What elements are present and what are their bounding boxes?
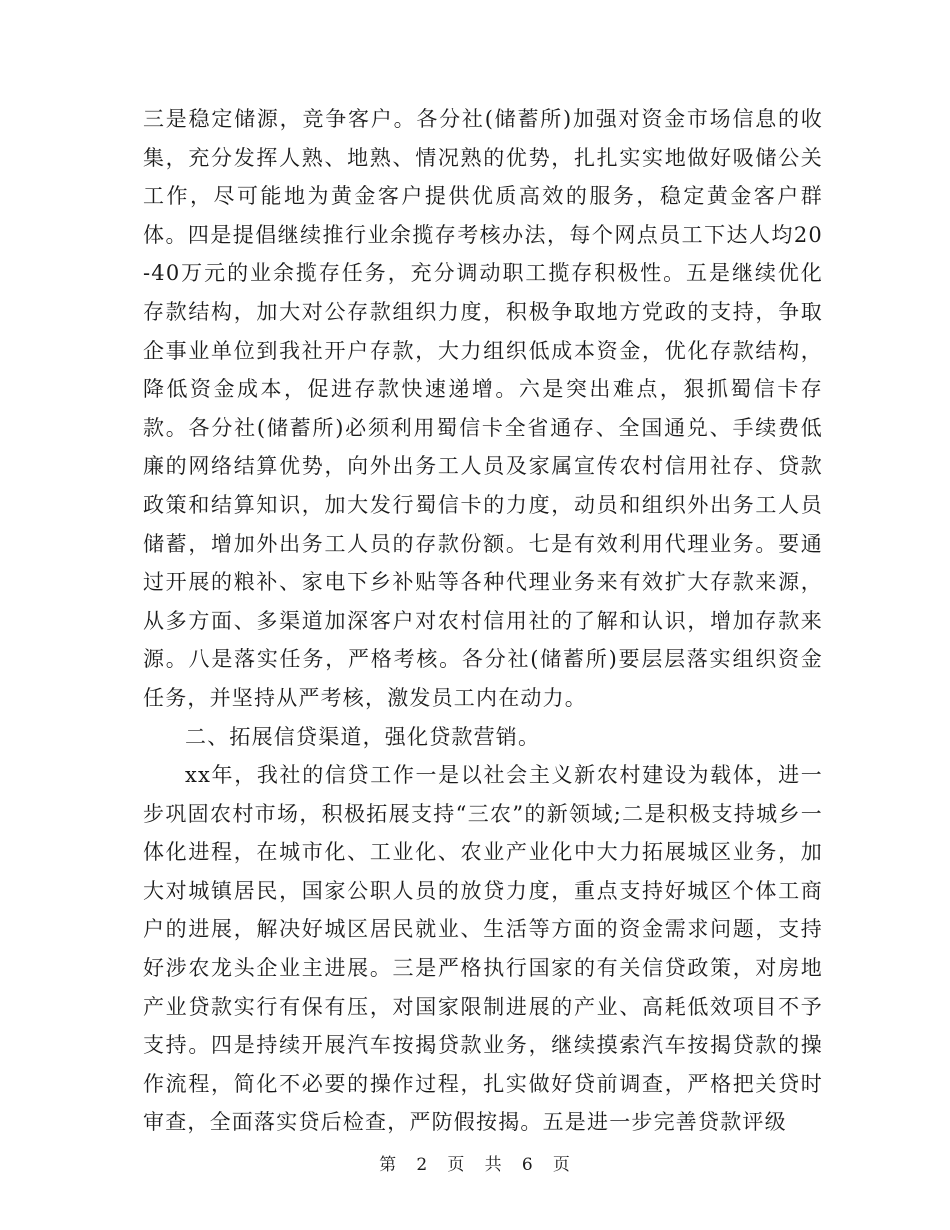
section-heading-credit-channels: 二、拓展信贷渠道，强化贷款营销。 xyxy=(185,724,541,749)
total-page-count: 6 xyxy=(521,1155,534,1175)
current-page-number: 2 xyxy=(416,1155,429,1175)
page-footer xyxy=(0,1150,950,1175)
total-label-prefix: 共 xyxy=(484,1155,503,1175)
page-label-prefix: 第 xyxy=(379,1155,398,1175)
document-body xyxy=(143,100,823,1142)
paragraph-credit-work: xx年，我社的信贷工作一是以社会主义新农村建设为载体，进一步巩固农村市场，积极拓展支持“三农”的新领域;二是积极支持城乡一体化进程，在城市化、工业化、农业产业化中大力拓展城区业务，加大对城镇居民，国家公职人员的放贷力度，重点支持好城区个体工商户的进展，解决好城区居民就业、生活等方面的资金需求问题，支持好涉农龙头企业主进展。三是严格执行国家的有关信贷政策，对房地产业贷款实行有保有压，对国家限制进展的产业、高耗低效项目不予支持。四是持续开展汽车按揭贷款业务，继续摸索汽车按揭贷款的操作流程，简化不必要的操作过程，扎实做好贷前调查，严格把关贷时审查，全面落实贷后检查，严防假按揭。五是进一步完善贷款评级 xyxy=(143,763,823,1135)
page-label-mid: 页 xyxy=(447,1155,466,1175)
page-label-suffix: 页 xyxy=(552,1155,571,1175)
paragraph-deposit-measures: 三是稳定储源，竞争客户。各分社(储蓄所)加强对资金市场信息的收集，充分发挥人熟、地熟、情况熟的优势，扎扎实实地做好吸储公关工作，尽可能地为黄金客户提供优质高效的服务，稳定黄金客户群体。四是提倡继续推行业余揽存考核办法，每个网点员工下达人均20-40万元的业余揽存任务，充分调动职工揽存积极性。五是继续优化存款结构，加大对公存款组织力度，积极争取地方党政的支持，争取企事业单位到我社开户存款，大力组织低成本资金，优化存款结构，降低资金成本，促进存款快速递增。六是突出难点，狠抓蜀信卡存款。各分社(储蓄所)必须利用蜀信卡全省通存、全国通兑、手续费低廉的网络结算优势，向外出务工人员及家属宣传农村信用社存、贷款政策和结算知识，加大发行蜀信卡的力度，动员和组织外出务工人员储蓄，增加外出务工人员的存款份额。七是有效利用代理业务。要通过开展的粮补、家电下乡补贴等各种代理业务来有效扩大存款来源，从多方面、多渠道加深客户对农村信用社的了解和认识，增加存款来源。八是落实任务，严格考核。各分社(储蓄所)要层层落实组织资金任务，并坚持从严考核，激发员工内在动力。 xyxy=(143,107,823,710)
